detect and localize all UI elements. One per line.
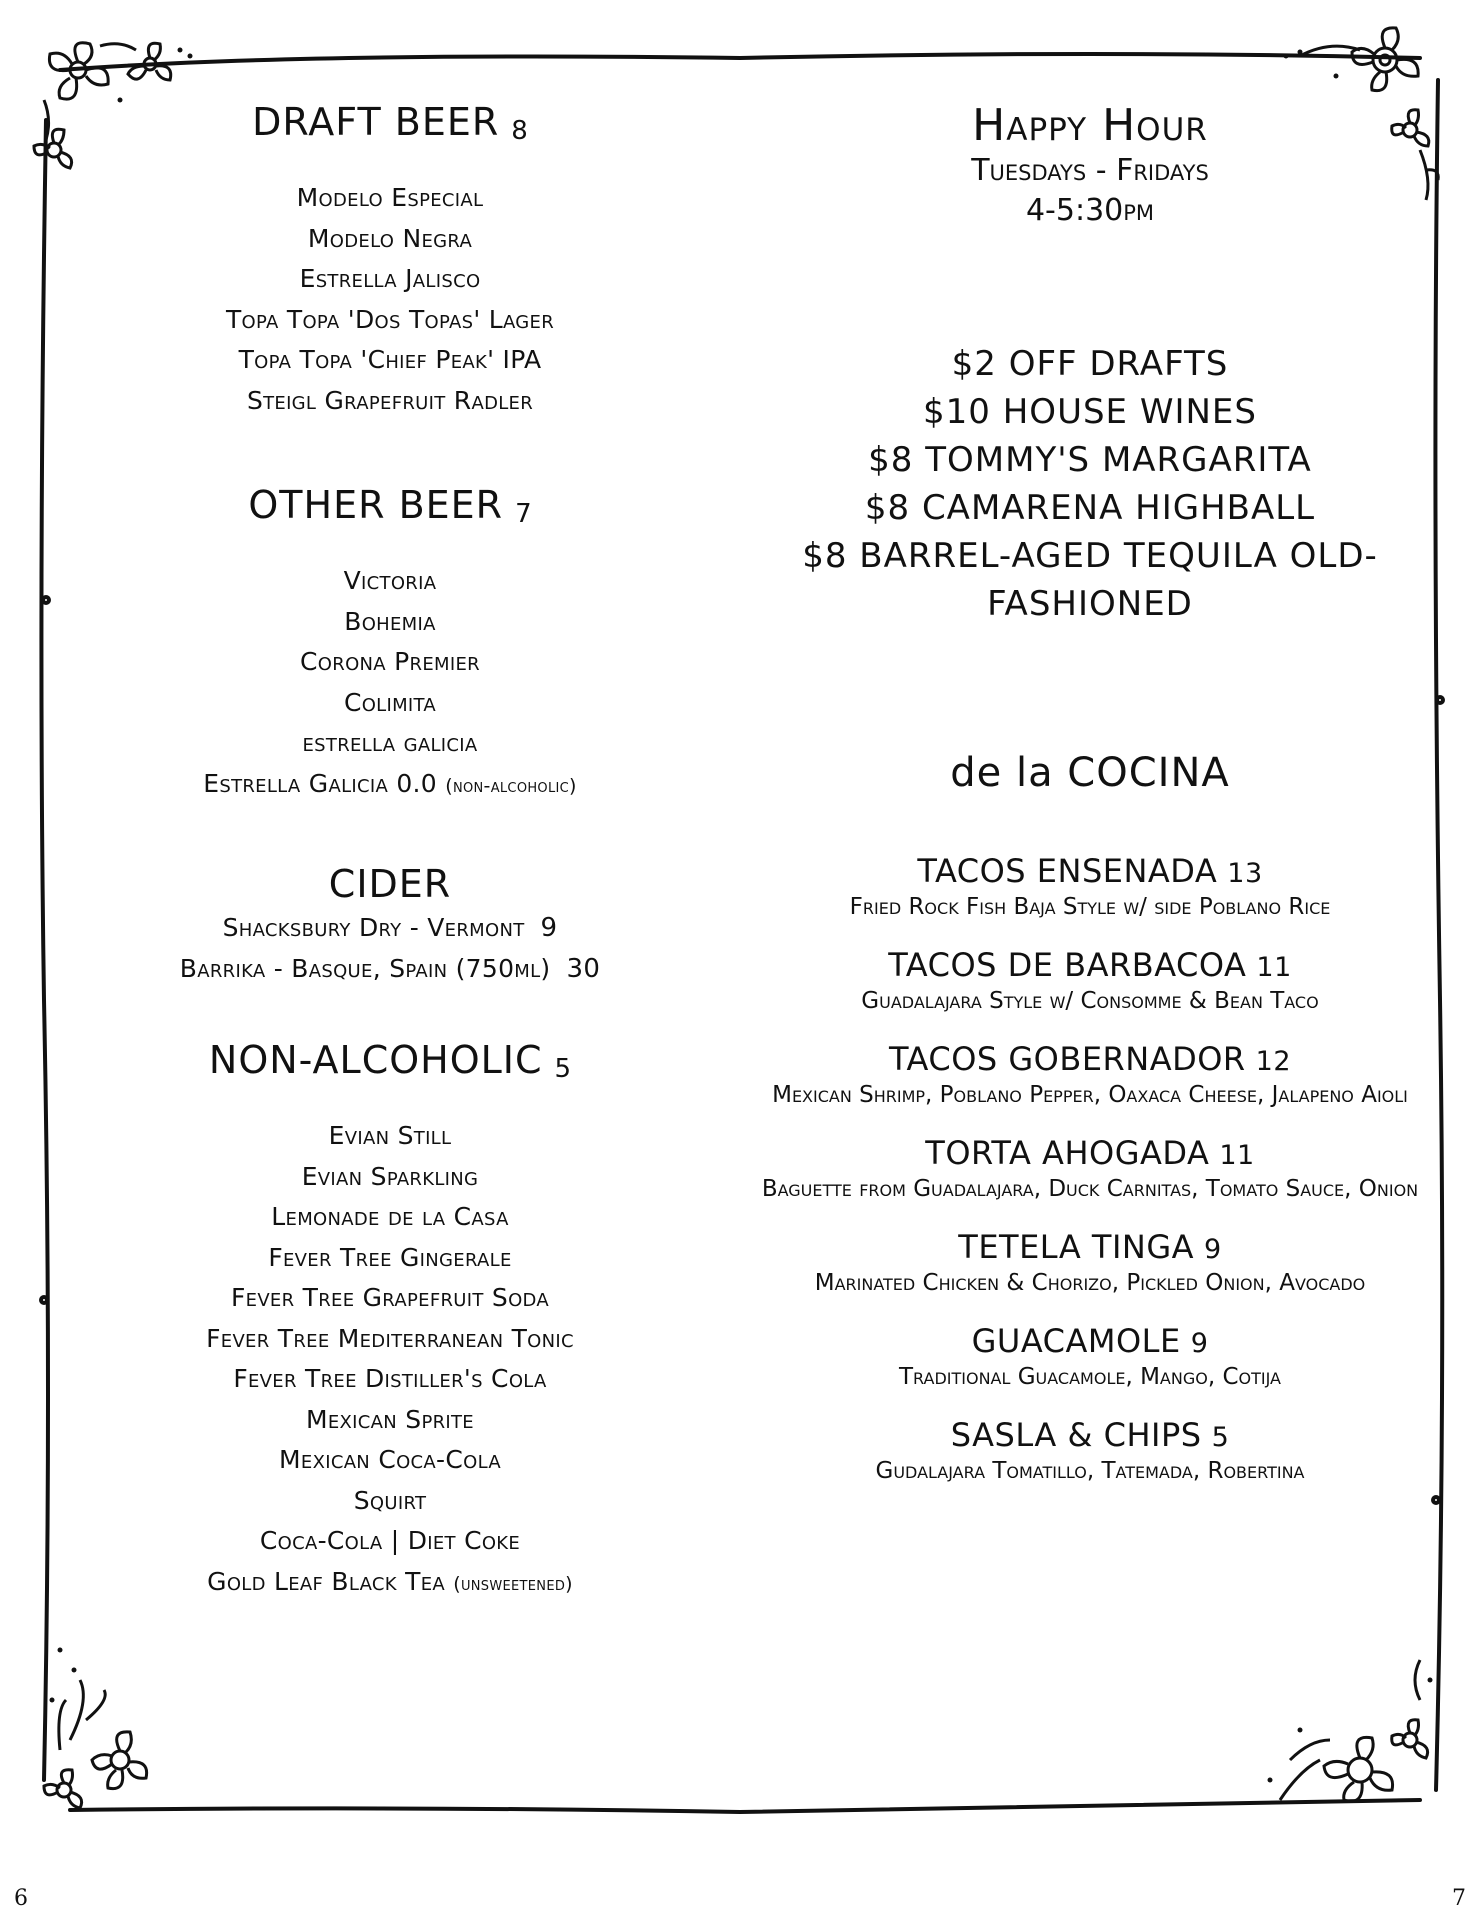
page-number-left: 6 [14, 1886, 28, 1911]
dish-description: Marinated Chicken & Chorizo, Pickled Onion, Avocado [814, 1270, 1366, 1296]
cocina-section [760, 750, 1420, 796]
dish-price: 12 [1255, 1045, 1292, 1077]
item-price: 30 [566, 953, 601, 984]
dish-description: Guadalajara Style w/ Consomme & Bean Taco [861, 988, 1319, 1014]
dish-item [760, 1416, 1420, 1510]
dish-description: Baguette from Guadalajara, Duck Carnitas, Tomato Sauce, Onion [761, 1176, 1419, 1202]
deal-item: $10 HOUSE WINES [923, 392, 1257, 432]
list-item: Bohemia [344, 606, 436, 636]
non-alcoholic-section [150, 1038, 630, 1604]
dish-name: TACOS GOBERNADOR [888, 1040, 1246, 1078]
dish-price: 13 [1227, 857, 1263, 889]
page-number-right: 7 [1452, 1886, 1466, 1911]
dish-description: Traditional Guacamole, Mango, Cotija [899, 1364, 1281, 1390]
dish-price: 5 [1211, 1421, 1230, 1453]
dish-price: 9 [1190, 1327, 1209, 1359]
dish-name: TETELA TINGA [958, 1228, 1195, 1266]
draft-beer-list [150, 178, 630, 421]
dish-price: 11 [1256, 951, 1292, 983]
draft-beer-title: DRAFT BEER [252, 100, 500, 144]
dish-item [760, 1134, 1420, 1228]
dish-item [760, 1040, 1420, 1134]
list-item: Estrella Jalisco [299, 264, 481, 294]
section-heading [150, 1038, 630, 1084]
list-item: Modelo Negra [307, 223, 473, 253]
dish-description: Mexican Shrimp, Poblano Pepper, Oaxaca Cheese, Jalapeno Aioli [772, 1082, 1408, 1108]
section-heading [150, 483, 630, 529]
list-item: Modelo Especial [296, 183, 484, 213]
dish-description: Fried Rock Fish Baja Style w/ side Poblano Rice [849, 894, 1331, 920]
list-item: Coca-Cola | Diet Coke [259, 1526, 521, 1556]
item-name: Shacksbury Dry - Vermont [222, 913, 525, 942]
section-heading [150, 100, 630, 146]
deal-item: $8 CAMARENA HIGHBALL [864, 488, 1316, 528]
list-item: Steigl Grapefruit Radler [246, 385, 534, 415]
flower-icon [1280, 1660, 1428, 1801]
list-item [150, 949, 630, 990]
other-beer-title: OTHER BEER [248, 483, 504, 527]
item-note: (non-alcoholic) [445, 774, 577, 797]
other-beer-list [150, 561, 630, 806]
list-item [150, 908, 630, 949]
list-item: Topa Topa 'Dos Topas' Lager [225, 304, 555, 334]
list-item: Topa Topa 'Chief Peak' IPA [238, 345, 542, 375]
cider-list [150, 908, 630, 989]
item-name: Barrika - Basque, Spain (750ml) [179, 953, 551, 983]
list-item: Fever Tree Mediterranean Tonic [206, 1323, 574, 1353]
list-item: Victoria [343, 566, 437, 596]
dish-item [760, 852, 1420, 946]
deal-item: $8 BARREL-AGED TEQUILA OLD-FASHIONED [802, 536, 1378, 624]
draft-beer-price: 8 [511, 116, 528, 147]
list-item: Fever Tree Grapefruit Soda [230, 1283, 550, 1313]
happy-hour-days: Tuesdays - Fridays [971, 153, 1209, 188]
non-alcoholic-price: 5 [554, 1054, 572, 1085]
list-item: Squirt [353, 1485, 427, 1515]
cocina-menu [760, 852, 1420, 1510]
deal-item: $8 TOMMY'S MARGARITA [868, 440, 1312, 480]
cider-title: CIDER [328, 862, 452, 906]
list-item [150, 764, 630, 807]
list-item: Fever Tree Gingerale [268, 1242, 512, 1272]
list-item: Mexican Coca-Cola [279, 1445, 501, 1475]
list-item: Colimita [343, 687, 437, 717]
happy-hour-time: 4-5:30pm [1025, 193, 1155, 228]
other-beer-price: 7 [515, 499, 532, 530]
list-item [150, 1562, 630, 1605]
dish-description: Gudalajara Tomatillo, Tatemada, Robertina [875, 1458, 1305, 1484]
item-note: (unsweetened) [453, 1572, 573, 1595]
list-item: Lemonade de la Casa [271, 1202, 509, 1232]
non-alcoholic-list [150, 1116, 630, 1604]
dish-price: 11 [1219, 1139, 1255, 1171]
deal-item: $2 OFF DRAFTS [951, 344, 1229, 384]
item-name: Gold Leaf Black Tea [207, 1566, 445, 1596]
dish-name: SASLA & CHIPS [950, 1416, 1202, 1454]
list-item: Corona Premier [300, 647, 480, 677]
list-item: Mexican Sprite [306, 1404, 474, 1434]
dish-price: 9 [1204, 1233, 1222, 1265]
dish-name: GUACAMOLE [971, 1322, 1181, 1360]
dish-name: TORTA AHOGADA [925, 1134, 1210, 1172]
dish-item [760, 1322, 1420, 1416]
list-item: Fever Tree Distiller's Cola [233, 1364, 547, 1394]
list-item: estrella galicia [302, 728, 478, 758]
item-name: Estrella Galicia 0.0 [203, 768, 437, 798]
list-item: Evian Sparkling [301, 1161, 479, 1191]
dish-item [760, 1228, 1420, 1322]
happy-hour-title: Happy Hour [972, 100, 1208, 151]
item-price: 9 [540, 913, 558, 943]
list-item: Evian Still [328, 1121, 452, 1151]
dish-name: TACOS DE BARBACOA [888, 946, 1247, 984]
non-alcoholic-title: NON-ALCOHOLIC [208, 1038, 543, 1082]
dish-item [760, 946, 1420, 1040]
cocina-title: de la COCINA [950, 750, 1230, 796]
flower-icon [44, 1680, 147, 1808]
cider-section [150, 862, 630, 989]
happy-hour-section [760, 100, 1420, 231]
draft-beer-section [150, 100, 630, 421]
dish-name: TACOS ENSENADA [917, 852, 1218, 890]
happy-hour-deals [760, 340, 1420, 628]
other-beer-section [150, 483, 630, 806]
